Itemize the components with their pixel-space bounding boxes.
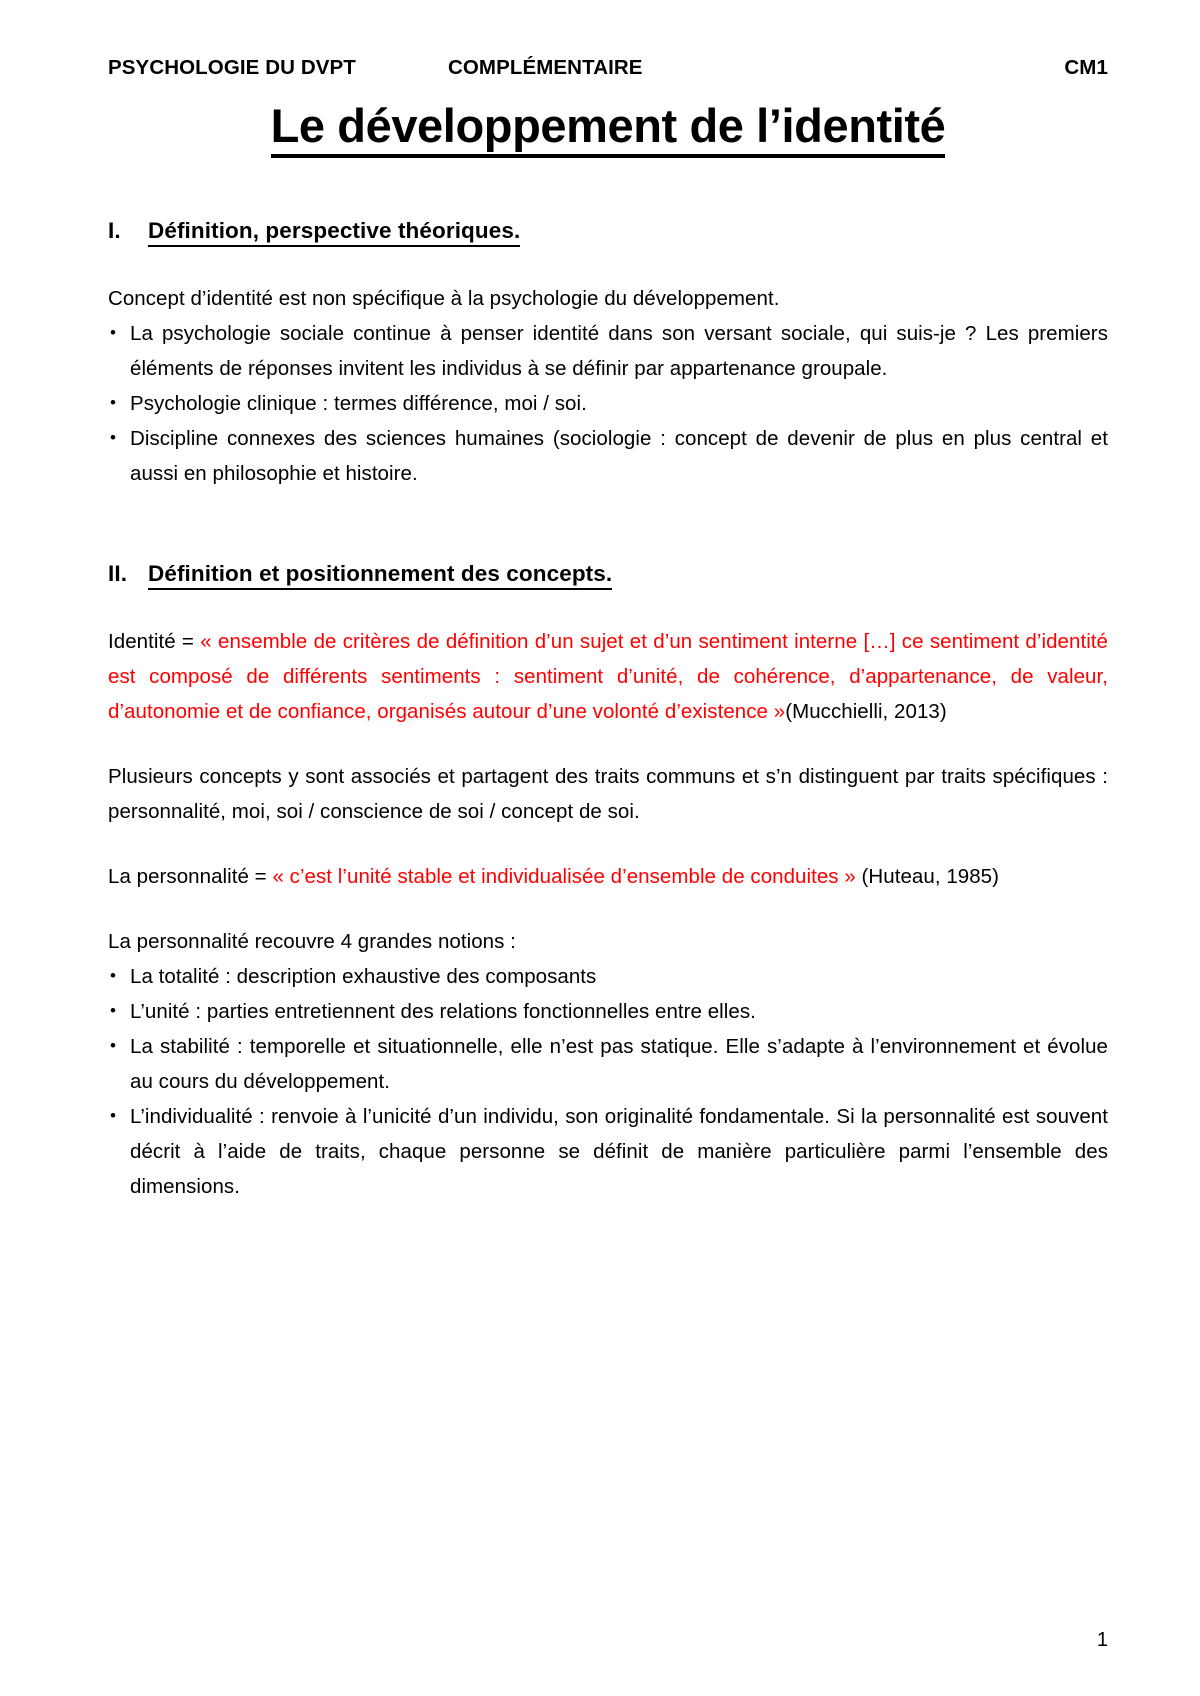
section-heading-2 [108,561,1108,590]
running-head-left: PSYCHOLOGIE DU DVPT [108,56,356,79]
section-title-2: Définition et positionnement des concepts. [148,561,612,590]
spacer [108,590,1108,624]
personnalite-citation: (Huteau, 1985) [855,864,1000,888]
page-number: 1 [1096,1629,1108,1651]
running-head [108,56,1108,82]
concepts-associes-paragraph: Plusieurs concepts y sont associés et partagent des traits communs et s’n distinguent par traits spécifiques : personnalité, moi, soi / conscience de soi / concept de soi. [108,764,1108,823]
personnalite-quote: « c’est l’unité stable et individualisée d’ensemble de conduites » [272,864,856,888]
identite-citation: (Mucchielli, 2013) [785,699,947,723]
section-1-intro-paragraph: Concept d’identité est non spécifique à la psychologie du développement. [108,286,780,310]
list-item: • L’unité : parties entretiennent des relations fonctionnelles entre elles. [108,994,1108,1029]
section-number-2: II. [108,560,128,586]
personnalite-definition-paragraph [108,859,1108,894]
spacer [108,247,1108,281]
section-2-notions-list [108,959,1108,1204]
list-item: • Discipline connexes des sciences humaines (sociologie : concept de devenir de plus en plus central et aussi en philosophie et histoire. [108,421,1108,491]
page-title-text: Le développement de l’identité [271,99,946,158]
running-head-center: COMPLÉMENTAIRE [447,56,643,79]
section-number-1: I. [108,217,121,243]
spacer [108,729,1108,759]
identite-quote: « ensemble de critères de définition d’un sujet et d’un sentiment interne […] ce sentiment d’identité est composé de différents sentiments : sentiment d’unité, de cohérence, d’appartenance, de valeur, d’autonomie et de confiance, organisés autour d’une volonté d’existence » [108,629,1108,723]
section-heading-1 [108,218,1108,247]
spacer [108,894,1108,924]
page-title [108,100,1108,155]
section-1-bullet-list [108,316,1108,491]
spacer [108,829,1108,859]
list-item: • La totalité : description exhaustive des composants [108,959,1108,994]
section-title-1: Définition, perspective théoriques. [148,218,520,247]
list-item: • L’individualité : renvoie à l’unicité d’un individu, son originalité fondamentale. Si la personnalité est souvent décrit à l’aide de traits, chaque personne se définit de manière particulière parmi l’ensemble des dimensions. [108,1099,1108,1204]
list-item: • La stabilité : temporelle et situationnelle, elle n’est pas statique. Elle s’adapte à l’environnement et évolue au cours du développement. [108,1029,1108,1099]
list-item: • La psychologie sociale continue à penser identité dans son versant sociale, qui suis-je ? Les premiers éléments de réponses invitent les individus à se définir par appartenance groupale. [108,316,1108,386]
notions-intro-paragraph: La personnalité recouvre 4 grandes notions : [108,929,516,953]
personnalite-lead: La personnalité = [108,864,273,888]
running-head-right: CM1 [1064,56,1108,79]
identite-lead: Identité = [108,629,201,653]
list-item: • Psychologie clinique : termes différence, moi / soi. [108,386,1108,421]
identite-definition-paragraph [108,624,1108,729]
